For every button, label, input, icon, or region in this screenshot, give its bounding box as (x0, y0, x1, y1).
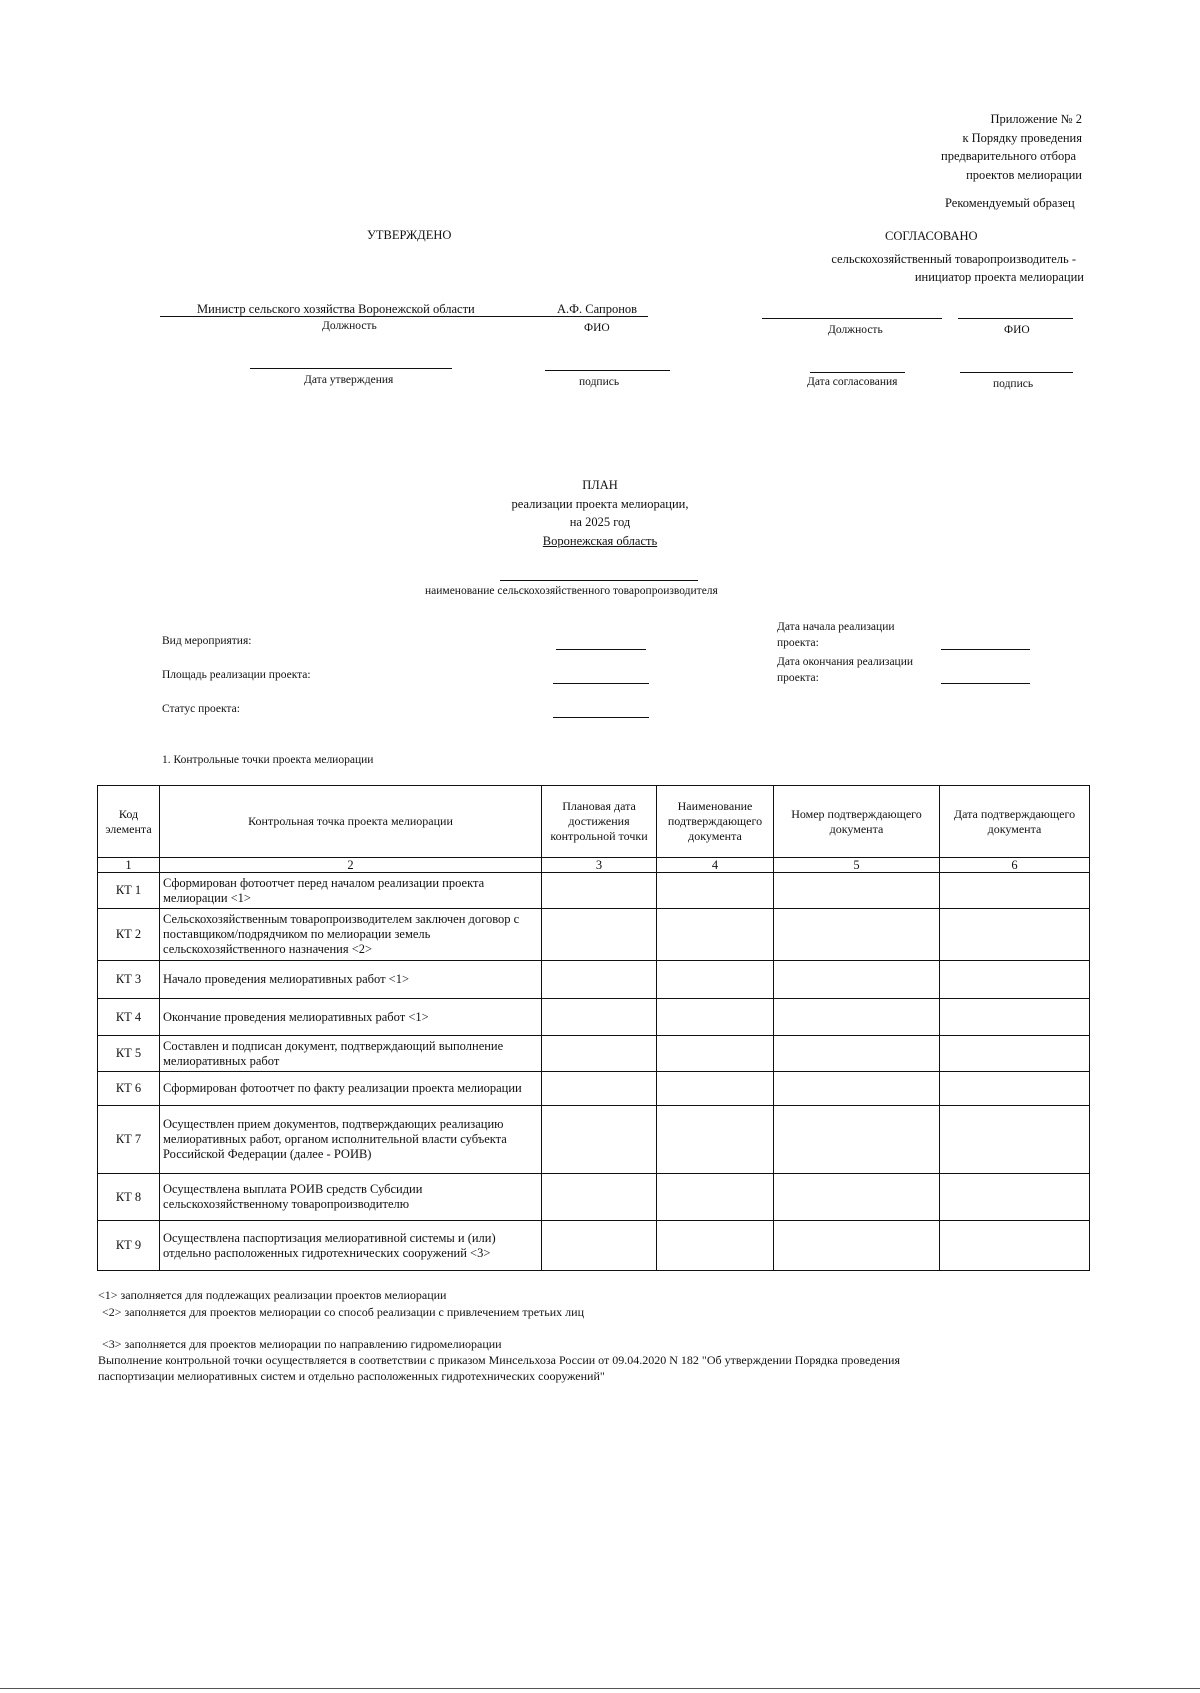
column-number: 2 (160, 858, 542, 873)
plan-title-block (400, 476, 800, 550)
header-document-name: Наименование подтверждающего документа (657, 786, 774, 858)
document-date-cell[interactable] (940, 961, 1090, 999)
table-row (98, 1106, 1090, 1174)
document-date-cell[interactable] (940, 1036, 1090, 1072)
approved-name-label: ФИО (584, 322, 610, 334)
approved-sign-line (545, 370, 670, 371)
producer-label: наименование сельскохозяйственного товаропроизводителя (425, 585, 718, 597)
document-number-cell[interactable] (774, 961, 940, 999)
appendix-block (941, 110, 1082, 184)
row-code: КТ 9 (98, 1221, 160, 1271)
column-number: 6 (940, 858, 1090, 873)
document-number-cell[interactable] (774, 1036, 940, 1072)
table-header-row (98, 786, 1090, 858)
row-text: Окончание проведения мелиоративных работ <1> (160, 999, 542, 1036)
document-date-cell[interactable] (940, 999, 1090, 1036)
header-planned-date: Плановая дата достижения контрольной точки (542, 786, 657, 858)
plan-subtitle-2: на 2025 год (569, 515, 631, 529)
agreed-subtitle-line-2: инициатор проекта мелиорации (914, 270, 1084, 284)
table-row (98, 1072, 1090, 1106)
activity-type-line (556, 649, 646, 650)
status-label: Статус проекта: (162, 703, 240, 715)
planned-date-cell[interactable] (542, 1072, 657, 1106)
table-row (98, 1036, 1090, 1072)
document-date-cell[interactable] (940, 1221, 1090, 1271)
document-name-cell[interactable] (657, 1036, 774, 1072)
document-date-cell[interactable] (940, 909, 1090, 961)
activity-type-label: Вид мероприятия: (162, 635, 252, 647)
header-document-date: Дата подтверждающего документа (940, 786, 1090, 858)
planned-date-cell[interactable] (542, 1221, 657, 1271)
column-number: 5 (774, 858, 940, 873)
appendix-line-2: к Порядку проведения (962, 130, 1082, 145)
approved-name-value: А.Ф. Сапронов (557, 302, 638, 316)
document-number-cell[interactable] (774, 873, 940, 909)
approved-position-value: Министр сельского хозяйства Воронежской области (197, 302, 475, 316)
start-date-line (941, 649, 1030, 650)
end-date-label (777, 654, 913, 686)
row-text: Составлен и подписан документ, подтверждающий выполнение мелиоративных работ (160, 1036, 542, 1072)
column-number: 1 (98, 858, 160, 873)
header-code: Код элемента (98, 786, 160, 858)
planned-date-cell[interactable] (542, 873, 657, 909)
table-row (98, 873, 1090, 909)
planned-date-cell[interactable] (542, 1106, 657, 1174)
row-text: Осуществлена выплата РОИВ средств Субсидии сельскохозяйственному товаропроизводителю (160, 1174, 542, 1221)
area-label: Площадь реализации проекта: (162, 669, 311, 681)
document-name-cell[interactable] (657, 873, 774, 909)
planned-date-cell[interactable] (542, 1174, 657, 1221)
row-code: КТ 4 (98, 999, 160, 1036)
planned-date-cell[interactable] (542, 1036, 657, 1072)
document-number-cell[interactable] (774, 1106, 940, 1174)
document-name-cell[interactable] (657, 1106, 774, 1174)
agreed-position-line (762, 318, 942, 319)
appendix-line-1: Приложение № 2 (990, 112, 1082, 126)
end-date-line (941, 683, 1030, 684)
row-text: Сформирован фотоотчет по факту реализации проекта мелиорации (160, 1072, 542, 1106)
document-date-cell[interactable] (940, 873, 1090, 909)
appendix-line-4: проектов мелиорации (966, 167, 1082, 182)
footnote-4-line-1: Выполнение контрольной точки осуществляется в соответствии с приказом Минсельхоза России от 09.04.2020 N 182 "Об утверждении Порядка проведения (98, 1353, 900, 1367)
start-date-label-line-2: проекта: (777, 637, 819, 649)
agreed-date-line (810, 372, 905, 373)
section-title: 1. Контрольные точки проекта мелиорации (162, 754, 374, 766)
agreed-position-label: Должность (828, 324, 883, 336)
row-code: КТ 7 (98, 1106, 160, 1174)
plan-title: ПЛАН (582, 478, 618, 492)
table-row (98, 961, 1090, 999)
document-number-cell[interactable] (774, 999, 940, 1036)
document-number-cell[interactable] (774, 1221, 940, 1271)
table-row (98, 1221, 1090, 1271)
approved-title: УТВЕРЖДЕНО (367, 228, 452, 242)
row-code: КТ 1 (98, 873, 160, 909)
approved-date-label: Дата утверждения (304, 374, 394, 386)
document-name-cell[interactable] (657, 999, 774, 1036)
start-date-label-line-1: Дата начала реализации (777, 621, 895, 633)
document-number-cell[interactable] (774, 909, 940, 961)
row-code: КТ 2 (98, 909, 160, 961)
agreed-subtitle-line-1: сельскохозяйственный товаропроизводитель - (831, 252, 1076, 266)
document-number-cell[interactable] (774, 1174, 940, 1221)
table-row (98, 999, 1090, 1036)
document-date-cell[interactable] (940, 1072, 1090, 1106)
table-row (98, 909, 1090, 961)
column-number: 4 (657, 858, 774, 873)
agreed-name-line (958, 318, 1073, 319)
row-code: КТ 6 (98, 1072, 160, 1106)
appendix-line-3: предварительного отбора (941, 149, 1076, 163)
control-points-table (97, 785, 1090, 1271)
document-name-cell[interactable] (657, 1174, 774, 1221)
document-name-cell[interactable] (657, 1072, 774, 1106)
agreed-sign-label: подпись (993, 378, 1034, 390)
table-row (98, 1174, 1090, 1221)
agreed-subtitle (831, 250, 1084, 286)
column-number: 3 (542, 858, 657, 873)
document-name-cell[interactable] (657, 909, 774, 961)
status-line (553, 717, 649, 718)
row-text: Осуществлена паспортизация мелиоративной системы и (или) отдельно расположенных гидротехнических сооружений <3> (160, 1221, 542, 1271)
row-code: КТ 3 (98, 961, 160, 999)
planned-date-cell[interactable] (542, 999, 657, 1036)
row-code: КТ 8 (98, 1174, 160, 1221)
header-document-number: Номер подтверждающего документа (774, 786, 940, 858)
table-number-row (98, 858, 1090, 873)
footnote-4-line-2: паспортизации мелиоративных систем и отдельно расположенных гидротехнических сооружений" (98, 1369, 605, 1383)
approved-signature-line (160, 316, 648, 317)
row-text: Начало проведения мелиоративных работ <1> (160, 961, 542, 999)
agreed-title: СОГЛАСОВАНО (885, 229, 978, 243)
approved-date-line (250, 368, 452, 369)
approved-position-label: Должность (322, 320, 377, 332)
scan-edge-line (0, 1688, 1200, 1689)
document-number-cell[interactable] (774, 1072, 940, 1106)
approved-sign-label: подпись (579, 376, 620, 388)
footnote-3: <3> заполняется для проектов мелиорации по направлению гидромелиорации (102, 1337, 502, 1351)
agreed-sign-line (960, 372, 1073, 373)
row-code: КТ 5 (98, 1036, 160, 1072)
plan-region: Воронежская область (542, 533, 658, 548)
recommended-sample: Рекомендуемый образец (945, 196, 1075, 210)
end-date-label-line-1: Дата окончания реализации (777, 656, 914, 668)
document-date-cell[interactable] (940, 1174, 1090, 1221)
planned-date-cell[interactable] (542, 909, 657, 961)
row-text: Осуществлен прием документов, подтверждающих реализацию мелиоративных работ, органом исполнительной власти субъекта Российской Федерации (далее - РОИВ) (160, 1106, 542, 1174)
agreed-name-label: ФИО (1004, 324, 1030, 336)
agreed-date-label: Дата согласования (807, 376, 898, 388)
document-name-cell[interactable] (657, 961, 774, 999)
area-line (553, 683, 649, 684)
end-date-label-line-2: проекта: (777, 672, 819, 684)
planned-date-cell[interactable] (542, 961, 657, 999)
start-date-label (777, 619, 895, 651)
row-text: Сформирован фотоотчет перед началом реализации проекта мелиорации <1> (160, 873, 542, 909)
row-text: Сельскохозяйственным товаропроизводителем заключен договор с поставщиком/подрядчиком по мелиорации земель сельскохозяйственного назначения <2> (160, 909, 542, 961)
document-name-cell[interactable] (657, 1221, 774, 1271)
plan-subtitle-1: реализации проекта мелиорации, (511, 496, 689, 511)
document-date-cell[interactable] (940, 1106, 1090, 1174)
footnote-2: <2> заполняется для проектов мелиорации со способ реализации с привлечением третьих лиц (102, 1305, 585, 1319)
producer-line (500, 580, 698, 581)
footnote-1: <1> заполняется для подлежащих реализации проектов мелиорации (98, 1288, 447, 1302)
header-control-point: Контрольная точка проекта мелиорации (160, 786, 542, 858)
